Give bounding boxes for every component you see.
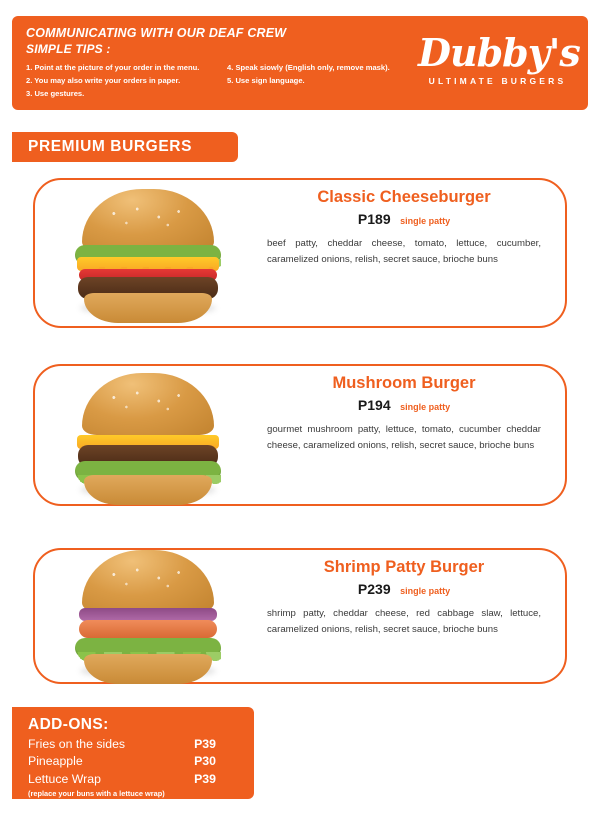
menu-item-price-note: single patty	[400, 402, 451, 412]
bun-bottom-icon	[84, 475, 212, 505]
bun-top-icon	[82, 373, 214, 435]
classic-cheeseburger-photo	[68, 187, 228, 319]
addon-price: P30	[194, 754, 216, 769]
banner-title: COMMUNICATING WITH OUR DEAF CREW	[26, 26, 287, 40]
shrimp-patty-burger-photo	[68, 550, 228, 682]
menu-item-name: Mushroom Burger	[332, 374, 476, 392]
menu-item-photo	[33, 548, 263, 684]
communication-tips-banner	[12, 16, 588, 110]
menu-item-price-row	[267, 211, 541, 229]
tip-item: 3. Use gestures.	[26, 89, 85, 99]
addon-row	[28, 736, 242, 753]
tip-item: 2. You may also write your orders in paper.	[26, 75, 181, 85]
tip-item: 5. Use sign language.	[227, 75, 305, 85]
menu-item-description: shrimp patty, cheddar cheese, red cabbage slaw, lettuce, caramelized onions, relish, secret sauce, brioche buns	[267, 608, 541, 635]
brand-logo	[418, 30, 580, 86]
addon-label: Fries on the sides	[28, 737, 126, 751]
menu-item-price-note: single patty	[400, 586, 451, 596]
addon-price: P39	[194, 771, 216, 786]
section-title-premium-burgers: PREMIUM BURGERS	[12, 132, 238, 162]
addon-label: Pineapple	[28, 754, 83, 769]
addons-title: ADD-ONS:	[28, 716, 109, 733]
brand-tagline: ULTIMATE BURGERS	[428, 76, 567, 86]
menu-item-photo	[33, 178, 263, 328]
tips-block	[12, 16, 430, 108]
addon-price: P39	[194, 737, 216, 751]
menu-item[interactable]	[33, 364, 567, 506]
bun-bottom-icon	[84, 293, 212, 323]
menu-item-photo	[33, 364, 263, 506]
menu-item-price: P194	[357, 397, 391, 413]
menu-item-description: beef patty, cheddar cheese, tomato, lettuce, cucumber, caramelized onions, relish, secret sauce, brioche buns	[267, 238, 541, 265]
menu-item-price: P189	[357, 211, 391, 227]
menu-item-price: P239	[357, 581, 391, 597]
bun-bottom-icon	[84, 654, 212, 684]
menu-item-info	[263, 178, 567, 328]
tip-item: 4. Speak siowly (English only, remove mask).	[227, 62, 390, 72]
addons-note: (replace your buns with a lettuce wrap)	[28, 789, 165, 799]
menu-item-price-row	[267, 581, 541, 599]
menu-item-description: gourmet mushroom patty, lettuce, tomato, cucumber cheddar cheese, caramelized onions, relish, secret sauce, brioche buns	[267, 424, 541, 451]
mushroom-burger-photo	[68, 369, 228, 501]
menu-item-info	[263, 548, 567, 684]
bun-top-icon	[82, 550, 214, 612]
menu-item-info	[263, 364, 567, 506]
tip-item: 1. Point at the picture of your order in the menu.	[26, 62, 200, 72]
menu-item[interactable]	[33, 548, 567, 684]
tips-column-right	[227, 61, 422, 101]
tips-columns	[26, 61, 422, 101]
menu-item-name: Shrimp Patty Burger	[323, 558, 485, 576]
menu-item[interactable]	[33, 178, 567, 328]
addon-label: Lettuce Wrap	[28, 771, 101, 786]
brand-name: Dubby's	[418, 30, 580, 75]
tips-column-left	[26, 61, 221, 101]
menu-item-name: Classic Cheeseburger	[317, 188, 491, 206]
addon-row	[28, 771, 242, 788]
menu-item-price-row	[267, 397, 541, 415]
addons-panel	[12, 707, 254, 799]
banner-subtitle: SIMPLE TIPS :	[26, 41, 111, 56]
bun-top-icon	[82, 189, 214, 251]
shrimp-patty-icon	[79, 620, 217, 638]
addon-row	[28, 753, 242, 770]
menu-item-price-note: single patty	[400, 216, 451, 226]
